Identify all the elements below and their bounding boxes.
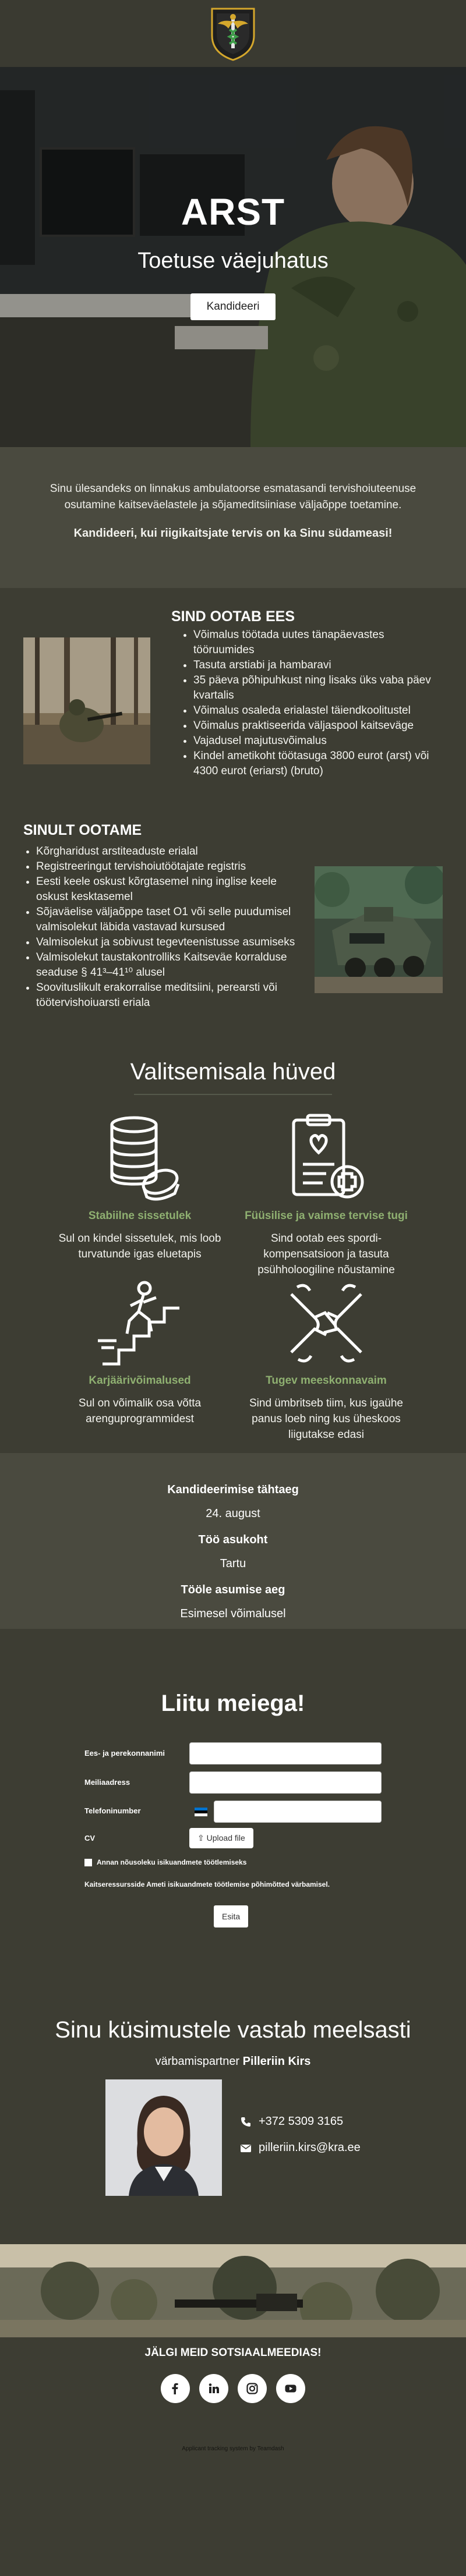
site-header [0, 0, 466, 67]
health-clipboard-icon [280, 1112, 373, 1205]
contact-portrait-photo [105, 2079, 222, 2196]
career-stairs-icon [93, 1277, 186, 1370]
intro-bold-text: Kandideeri, kui riigikaitsjate tervis on ka Sinu südameasi! [73, 527, 393, 540]
intro-section [0, 447, 466, 588]
list-item: • Valmisolekut ja sobivust tegevteenistusse asumiseks [36, 935, 297, 950]
unit-subtitle: Toetuse väejuhatus [137, 249, 329, 273]
phone-input[interactable] [214, 1801, 382, 1823]
youtube-link[interactable] [276, 2374, 305, 2403]
cv-label: CV [84, 1834, 96, 1842]
social-links [0, 2374, 466, 2403]
benefit-team-spirit [239, 1277, 414, 1443]
email-label: Meiliaadress [84, 1778, 130, 1787]
contact-section [0, 2004, 466, 2244]
list-item: • Soovituslikult erakorralise meditsiini, perearsti või töötervishoiuarsti eriala [36, 980, 297, 1011]
upload-file-button[interactable] [189, 1828, 253, 1848]
list-item: • Kõrgharidust arstiteaduste erialal [36, 844, 297, 859]
start-label: Tööle asumise aeg [181, 1583, 285, 1596]
hero-banner [0, 67, 466, 447]
benefit-title: Stabiilne sissetulek [88, 1210, 192, 1222]
upload-icon: ⇪ [197, 1833, 204, 1842]
military-medical-emblem-icon[interactable] [209, 6, 257, 61]
apply-hero-button[interactable]: Kandideeri [190, 293, 276, 320]
upload-label: Upload file [206, 1833, 245, 1842]
list-item: • Sõjaväelise väljaõppe taset O1 või selle puudumisel valmisolekut läbida vastavad kursused [36, 905, 297, 935]
benefit-career [52, 1277, 227, 1427]
banner-image [0, 2244, 466, 2337]
contact-phone[interactable] [240, 2115, 343, 2128]
instagram-link[interactable] [238, 2374, 267, 2403]
application-form [0, 1629, 466, 2004]
submit-button[interactable]: Esita [214, 1905, 248, 1927]
deadline-value: 24. august [206, 1507, 260, 1520]
coins-icon [93, 1112, 186, 1205]
benefit-text: Sul on võimalik osa võtta arenguprogrammidest [78, 1397, 202, 1425]
offer-title: SIND OOTAB EES [171, 608, 295, 625]
list-item: • Registreeringut tervishoiutöötajate registris [36, 859, 297, 874]
benefit-title: Karjäärivõimalused [89, 1374, 191, 1387]
consent-checkbox[interactable] [84, 1859, 92, 1866]
youtube-icon [284, 2382, 297, 2395]
location-label: Töö asukoht [198, 1533, 268, 1546]
benefit-text: Sind ümbritseb tiim, kus igaühe panus loeb ning kus üheskoos liigutakse edasi [249, 1397, 403, 1441]
contact-person-line [0, 2055, 466, 2068]
location-value: Tartu [220, 1557, 246, 1570]
benefit-text: Sind ootab ees spordi-kompensatsioon ja tasuta psühholoogiline nõustamine [257, 1232, 395, 1276]
benefits-section [0, 1054, 466, 1453]
consent-checkbox-row[interactable] [84, 1858, 246, 1866]
name-input[interactable] [189, 1742, 382, 1764]
offer-list [181, 628, 443, 779]
start-value: Esimesel võimalusel [180, 1607, 286, 1620]
expect-section [0, 809, 466, 1054]
email-value: pilleriin.kirs@kra.ee [259, 2141, 361, 2154]
linkedin-link[interactable] [199, 2374, 228, 2403]
facebook-icon [169, 2382, 182, 2395]
expect-title: SINULT OOTAME [23, 822, 142, 838]
job-title: ARST [181, 191, 285, 233]
benefit-text: Sul on kindel sissetulek, mis loob turvatunde igas eluetapis [58, 1232, 221, 1260]
estonia-flag-icon [195, 1808, 207, 1816]
consent-label: Annan nõusoleku isikuandmete töötlemiseks [97, 1858, 247, 1866]
list-item: • Võimalus praktiseerida väljaspool kaitseväge [193, 718, 443, 734]
benefit-health-support [239, 1112, 414, 1278]
contact-role: värbamispartner [155, 2055, 240, 2068]
list-item: • Eesti keele oskust kõrgtasemel ning inglise keele oskust kesktasemel [36, 874, 297, 905]
form-title: Liitu meiega! [161, 1691, 305, 1716]
social-title: JÄLGI MEID SOTSIAALMEEDIAS! [144, 2347, 322, 2359]
list-item: • Võimalus töötada uutes tänapäevastes tööruumides [193, 628, 443, 658]
list-item: • Kindel ametikoht töötasuga 3800 eurot (arst) või 4300 eurot (eriarst) (bruto) [193, 749, 443, 779]
facebook-link[interactable] [161, 2374, 190, 2403]
email-input[interactable] [189, 1771, 382, 1794]
soldiers-banner-photo [0, 2244, 466, 2337]
benefit-stable-income [52, 1112, 227, 1262]
expect-list [23, 844, 297, 1011]
divider [134, 1094, 332, 1095]
list-item: • Valmisolekut taustakontrolliks Kaitseväe korralduse seaduse § 41³–41¹⁰ alusel [36, 950, 297, 980]
benefit-title: Tugev meeskonnavaim [266, 1374, 387, 1387]
benefits-title: Valitsemisala hüved [130, 1059, 336, 1085]
instagram-icon [246, 2382, 259, 2395]
phone-label: Telefoninumber [84, 1806, 141, 1815]
armored-vehicle-photo [315, 866, 443, 993]
team-hands-icon [280, 1277, 373, 1370]
list-item: • Vajadusel majutusvõimalus [193, 734, 443, 749]
list-item: • Tasuta arstiabi ja hambaravi [193, 658, 443, 673]
social-section [0, 2337, 466, 2527]
offer-section [0, 588, 466, 809]
email-icon [240, 2142, 252, 2154]
intro-text: Sinu ülesandeks on linnakus ambulatoorse esmatasandi tervishoiuteenuse osutamine kaitseväelastele ja sõjameditsiiniase väljaõppe toetamine. [50, 483, 416, 511]
privacy-notice-link[interactable]: Kaitseressursside Ameti isikuandmete töötlemise põhimõtted värbamisel. [84, 1880, 330, 1888]
country-select[interactable] [189, 1801, 213, 1823]
phone-icon [240, 2116, 252, 2128]
deadline-label: Kandideerimise tähtaeg [167, 1483, 299, 1496]
linkedin-icon [207, 2382, 220, 2395]
phone-value: +372 5309 3165 [259, 2115, 344, 2128]
list-item: • 35 päeva põhipuhkust ning lisaks üks vaba päev kvartalis [193, 673, 443, 703]
list-item: • Võimalus osaleda erialastel täiendkoolitustel [193, 703, 443, 718]
name-label: Ees- ja perekonnanimi [84, 1749, 165, 1758]
contact-title: Sinu küsimustele vastab meelsasti [55, 2017, 411, 2043]
footer-text[interactable]: Applicant tracking system by Teamdash [182, 2446, 284, 2452]
benefit-title: Füüsilise ja vaimse tervise tugi [245, 1210, 408, 1222]
contact-name: Pilleriin Kirs [242, 2055, 311, 2068]
soldier-forest-photo [23, 637, 150, 764]
privacy-notice[interactable] [84, 1880, 330, 1888]
hero-content [0, 190, 466, 320]
contact-email[interactable] [240, 2141, 361, 2155]
job-details-section [0, 1453, 466, 1629]
